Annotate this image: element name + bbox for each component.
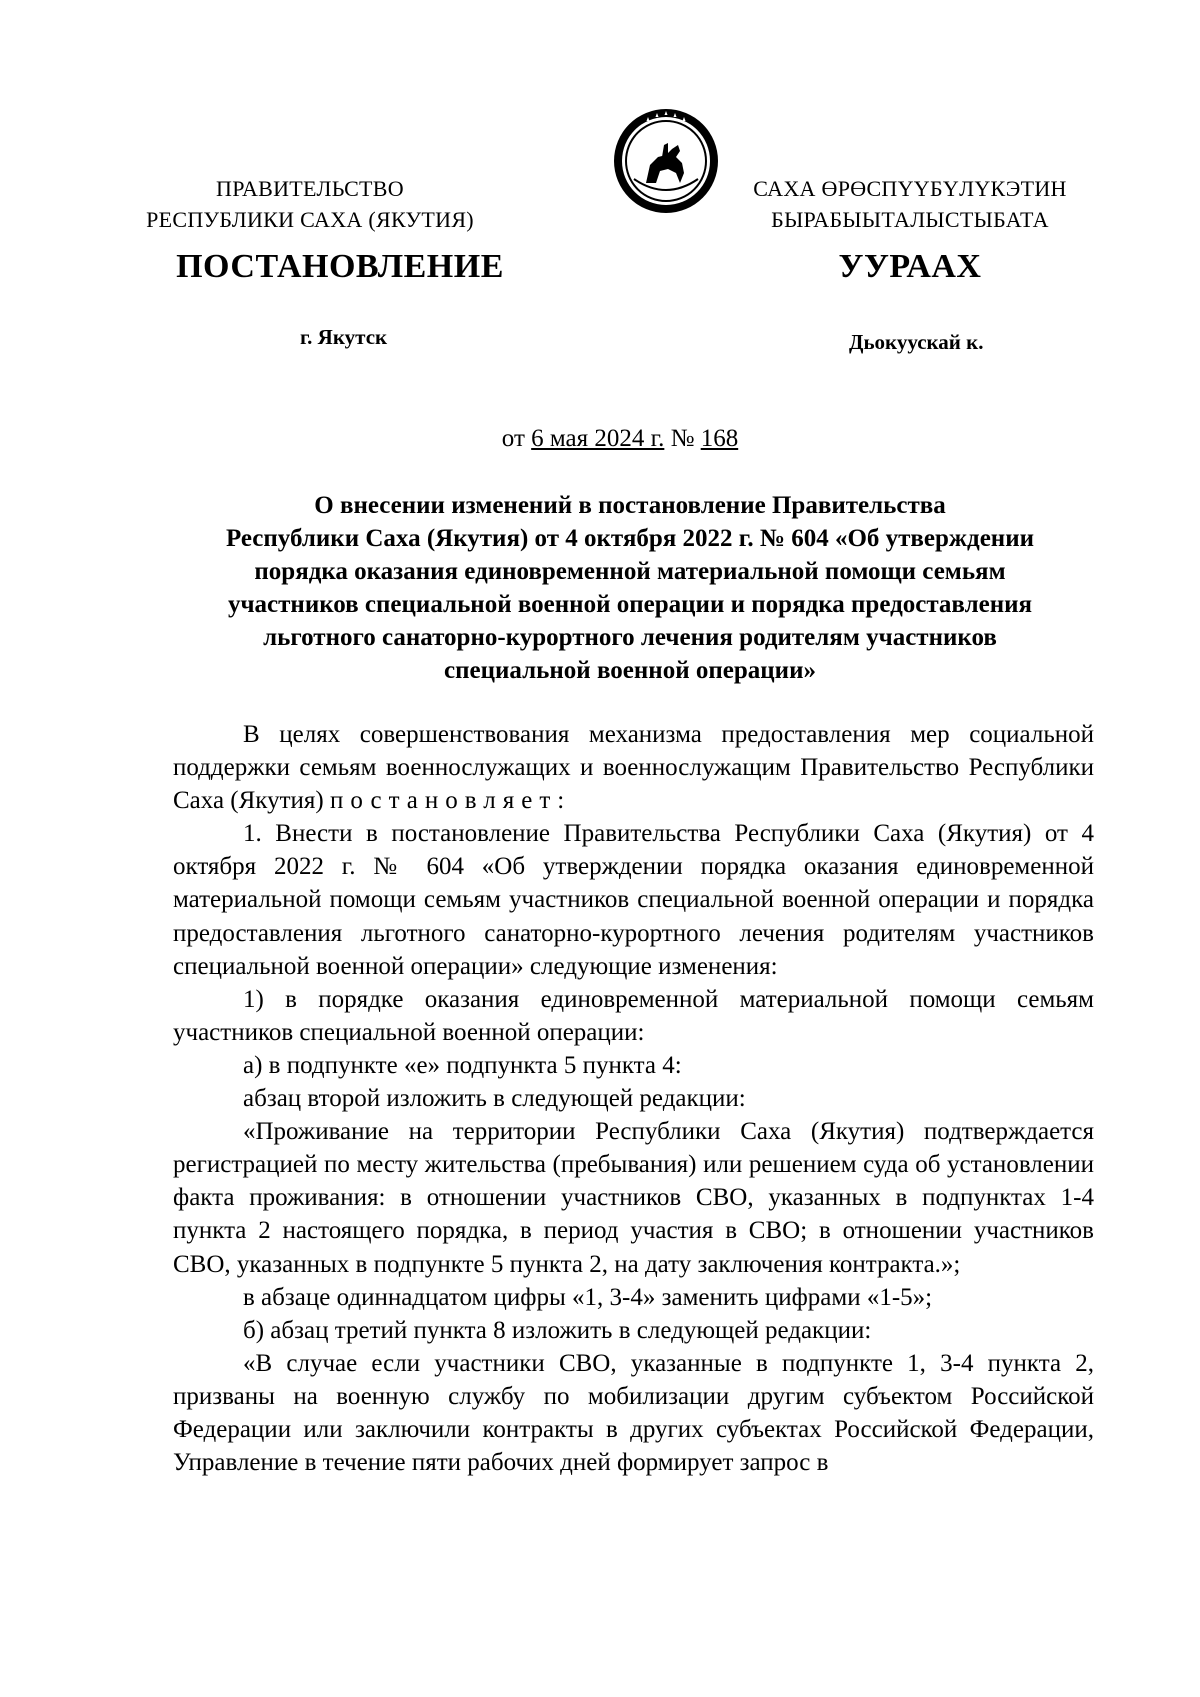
issuer-russian-line2: РЕСПУБЛИКИ САХА (ЯКУТИЯ) [146, 207, 474, 232]
body-paragraph: б) абзац третий пункта 8 изложить в следующей редакции: [243, 1316, 872, 1344]
issuer-sakha-line2: БЫРАБЫЫТАЛЫСТЫБАТА [771, 207, 1049, 232]
city-russian: г. Якутск [300, 325, 388, 349]
decree-date: 6 мая 2024 г. [531, 425, 665, 452]
body-paragraph: а) в подпункте «е» подпункта 5 пункта 4: [243, 1051, 682, 1079]
number-sign: № [670, 425, 695, 452]
issuer-russian [140, 173, 480, 235]
decree-number: 168 [700, 425, 739, 452]
body-paragraph: 1. Внести в постановление Правительства Республики Саха (Якутия) от 4 октября 2022 г. № 604 «Об утверждении порядка оказания единовременной материальной помощи семьям участников специальной военной операции и порядка предоставления льготного санаторно-курортного лечения родителям участников специальной военной операции» следующие изменения: [173, 820, 1094, 980]
preamble-text: В целях совершенствования механизма предоставления мер социальной поддержки семьям военнослужащих и военнослужащим Правительство Республики Саха (Якутия) [173, 721, 1094, 815]
coat-of-arms-icon [610, 105, 722, 217]
date-prefix: от [501, 425, 525, 452]
body-paragraph: «Проживание на территории Республики Саха (Якутия) подтверждается регистрацией по месту жительства (пребывания) или решением суда об установлении факта проживания: в отношении участников СВО, указанных в подпунктах 1-4 пункта 2 настоящего порядка, в период участия в СВО; в отношении участников СВО, указанных в подпункте 5 пункта 2, на дату заключения контракта.»; [173, 1118, 1094, 1278]
title-line: порядка оказания единовременной материальной помощи семьям [254, 558, 1006, 585]
decree-date-number [0, 425, 1200, 453]
title-line: льготного санаторно-курортного лечения родителям участников [263, 624, 997, 651]
issuer-sakha [725, 173, 1095, 235]
body-paragraph: «В случае если участники СВО, указанные в подпункте 1, 3-4 пункта 2, призваны на военную службу по мобилизации другим субъектом Российской Федерации или заключили контракты в других субъектах Российской Федерации, Управление в течение пяти рабочих дней формирует запрос в [173, 1349, 1094, 1477]
issuer-sakha-line1: САХА ӨРӨСПYYБYЛYКЭТИН [753, 176, 1067, 201]
resolves-word: постановляет [329, 787, 558, 815]
title-line: Республики Саха (Якутия) от 4 октября 2022 г. № 604 «Об утверждении [225, 525, 1035, 552]
body-paragraph [173, 718, 1094, 817]
body-paragraph: в абзаце одиннадцатом цифры «1, 3-4» заменить цифрами «1-5»; [243, 1283, 933, 1311]
title-line: участников специальной военной операции и порядка предоставления [227, 591, 1033, 618]
city-sakha: Дьокуускай к. [849, 330, 984, 354]
decree-body [173, 718, 1094, 1479]
issuer-russian-line1: ПРАВИТЕЛЬСТВО [216, 176, 404, 201]
title-line: О внесении изменений в постановление Правительства [314, 492, 946, 519]
body-paragraph: 1) в порядке оказания единовременной материальной помощи семьям участников специальной военной операции: [173, 985, 1094, 1046]
preamble-colon: : [557, 787, 565, 815]
doc-type-sakha: УУРААХ [838, 248, 982, 285]
doc-type-russian: ПОСТАНОВЛЕНИЕ [176, 248, 504, 285]
decree-title [170, 489, 1090, 687]
title-line: специальной военной операции» [444, 657, 816, 684]
body-paragraph: абзац второй изложить в следующей редакции: [243, 1085, 746, 1113]
